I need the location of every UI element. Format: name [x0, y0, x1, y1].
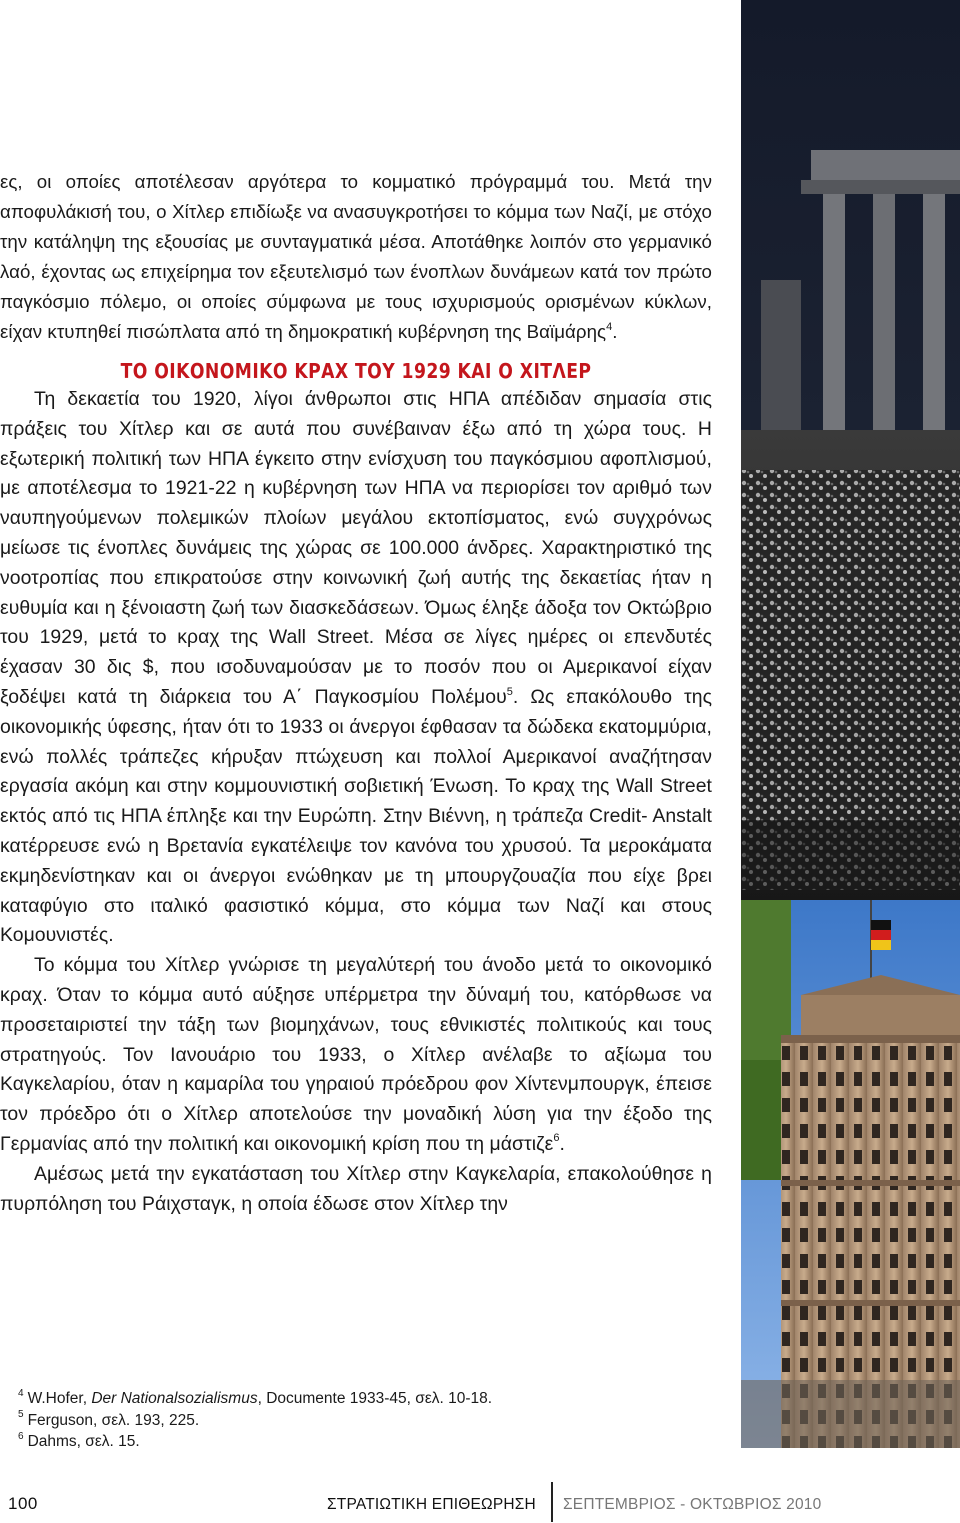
- footnote-ref-5[interactable]: 5: [506, 685, 513, 698]
- footnote-5: $^5$ Ferguson, σελ. 193, 225.: [18, 1409, 200, 1429]
- paragraph-rise: Το κόμμα του Χίτλερ γνώρισε τη μεγαλύτερή του άνοδο μετά το οικονομικό κραχ. Όταν το κόμμα αυτό αύξησε υπέρμετρα την δύναμή του, κατόρθωσε να προσεταιριστεί την τάξη των βιομηχάνων, τους εθνικιστές πολιτικούς και τους στρατηγούς. Τον Ιανουάριο του 1933, ο Χίτλερ ανέλαβε το αξίωμα του Καγκελαρίου, όταν η καμαρίλα του γηραιού πρόεδρου φον Χίντενμπουργκ, έπεισε τον πρόεδρο ότι ο Χίτλερ αποτελούσε την μοναδική λύση για την έξοδο της Γερμανίας από την πολιτική και οικονομική κρίση που τη μάστιζε$^6$.: [0, 954, 712, 1155]
- paragraph-reichstag: Αμέσως μετά την εγκατάσταση του Χίτλερ στην Καγκελαρία, επακολούθησε η πυρπόληση του Ράιχσταγκ, η οποία έδωσε στον Χίτλερ την: [0, 1162, 712, 1215]
- footnote-6: $^6$ Dahms, σελ. 15.: [18, 1430, 140, 1450]
- magazine-title: ΣΤΡΑΤΙΩΤΙΚΗ ΕΠΙΘΕΩΡΗΣΗ: [327, 1496, 536, 1513]
- footnote-ref-4[interactable]: 4: [606, 320, 613, 333]
- paragraph-weimar: ες, οι οποίες αποτέλεσαν αργότερα το κομματικό πρόγραμμά του. Μετά την αποφυλάκισή του, ο Χίτλερ επιδίωξε να ανασυγκροτήσει το κόμμα των Ναζί, με στόχο την κατάληψη της εξουσίας με συνταγματικά μέσα. Αποτάθηκε λοιπόν στο γερμανικό λαό, έχοντας ως επιχείρημα τον εξευτελισμό των ένοπλων δυνάμεων κατά τον πρώτο παγκόσμιο πόλεμο, οι οποίες σύμφωνα με τους ισχυρισμούς ορισμένων κύκλων, είχαν κτυπηθεί πισώπλατα από τη δημοκρατική κυβέρνηση της Βαϊμάρης$^4$.: [0, 171, 712, 342]
- photo-collage: [741, 0, 960, 1448]
- footnotes: [18, 1388, 708, 1453]
- historical-photo-strip: [741, 0, 960, 1448]
- footnote-4: $^4$ W.Hofer, Der Nationalsozialismus, Documente 1933-45, σελ. 10-18.: [18, 1387, 493, 1407]
- section-heading: ΤΟ ΟΙΚΟΝΟΜΙΚΟ ΚΡΑΧ ΤΟΥ 1929 ΚΑΙ Ο ΧΙΤΛΕΡ: [120, 359, 592, 383]
- issue-date: ΣΕΠΤΕΜΒΡΙΟΣ - ΟΚΤΩΒΡΙΟΣ 2010: [563, 1496, 822, 1513]
- article-body: [0, 167, 712, 1219]
- footer-divider: [551, 1482, 553, 1522]
- page-number: 100: [8, 1494, 38, 1513]
- footnote-ref-6[interactable]: 6: [553, 1132, 560, 1145]
- color-photo-reichstag: [741, 900, 960, 1448]
- book-title: Der Nationalsozialismus: [91, 1390, 258, 1407]
- night-photo-brandenburg-gate: [741, 0, 960, 900]
- paragraph-crash: Τη δεκαετία του 1920, λίγοι άνθρωποι στις ΗΠΑ απέδιδαν σημασία στις πράξεις του Χίτλερ και σε αυτά που συνέβαιναν έξω από τη χώρα τους. Η εξωτερική πολιτική των ΗΠΑ έγκειτο στην ενίσχυση του παγκόσμιου αφοπλισμού, με αποτέλεσμα το 1921-22 η κυβέρνηση των ΗΠΑ να περιορίσει τον αριθμό των ναυπηγούμενων πολεμικών πλοίων μεγάλου εκτοπίσματος, ενώ συγχρόνως μείωσε τις ένοπλες δυνάμεις της χώρας σε 100.000 άνδρες. Χαρακτηριστικό της νοοτροπίας που επικρατούσε στην κοινωνική ζωή αυτής της δεκαετίας ήταν η ευθυμία και η ξένοιαστη ζωή των διασκεδάσεων. Όμως έληξε άδοξα τον Οκτώβριο του 1929, μετά το κραχ της Wall Street. Μέσα σε λίγες ημέρες οι επενδυτές έχασαν 30 δις $, που ισοδυναμούσαν με το ποσόν που οι Αμερικανοί είχαν ξοδέψει κατά τη διάρκεια του Α΄ Παγκοσμίου Πολέμου$^5$. Ως επακόλουθο της οικονομικής ύφεσης, ήταν ότι το 1933 οι άνεργοι έφθασαν τα δώδεκα εκατομμύρια, ενώ πολλές τράπεζες κήρυξαν πτώχευση και πολλοί Αμερικανοί αναζήτησαν εργασία ακόμη και στην κομμουνιστική σοβιετική Ένωση. Το κραχ της Wall Street εκτός από τις ΗΠΑ έπληξε και την Ευρώπη. Στην Βιέννη, η τράπεζα Credit- Anstalt κατέρρευσε ενώ η Βρετανία εγκατέλειψε τον κανόνα του χρυσού. Τα μεροκάματα εκμηδενίστηκαν και οι άνεργοι ενώθηκαν με τη μπουργζουαζία που είχε βρει καταφύγιο στο ιταλικό φασιστικό κόμμα, στο κόμμα των Ναζί και στους Κομουνιστές.: [0, 388, 712, 947]
- page-footer: [0, 1482, 960, 1522]
